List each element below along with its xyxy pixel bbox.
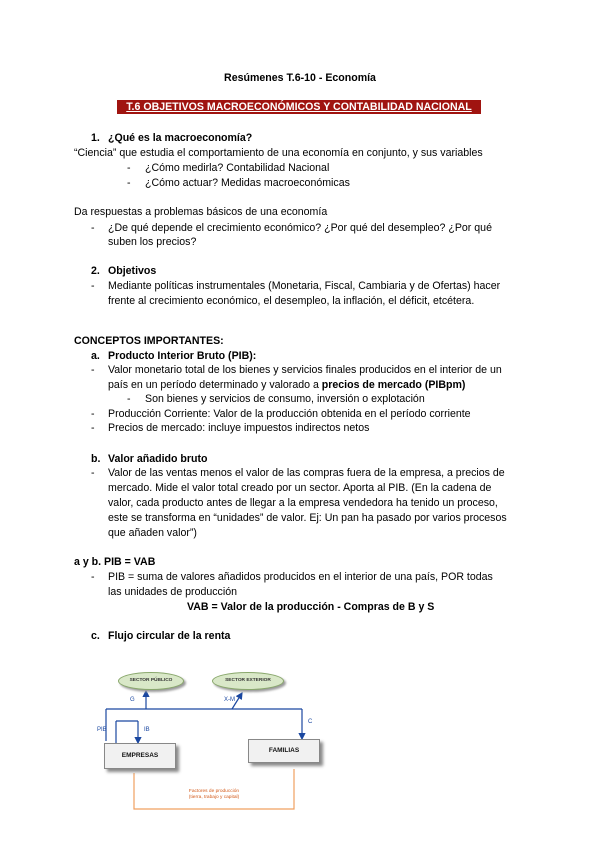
- bullet-dash: -: [91, 467, 95, 479]
- document-title: Resúmenes T.6-10 - Economía: [224, 72, 376, 84]
- bullet-dash: -: [127, 162, 131, 174]
- q2-number: 2.: [91, 265, 100, 277]
- familias-node: FAMILIAS: [248, 739, 320, 763]
- concept-c-letter: c.: [91, 630, 100, 642]
- q1-definition: “Ciencia” que estudia el comportamiento de una economía en conjunto, y sus variables: [74, 147, 483, 159]
- circular-flow-diagram: [94, 663, 330, 817]
- concept-ab-line: PIB = suma de valores añadidos producidos en el interior de una país, POR todas: [108, 571, 493, 583]
- answers-line: suben los precios?: [108, 236, 197, 248]
- concept-a-item: Producción Corriente: Valor de la producción obtenida en el período corriente: [108, 408, 471, 420]
- concept-a-line: Valor monetario total de los bienes y servicios finales producidos en el interior de un: [108, 364, 502, 376]
- bullet-dash: -: [91, 408, 95, 420]
- bullet-dash: -: [91, 222, 95, 234]
- concept-a-line2-text: país en un período determinado y valorado: [108, 379, 313, 391]
- bullet-dash: -: [127, 393, 131, 405]
- q1-label: ¿Qué es la macroeconomía?: [108, 132, 253, 144]
- concept-c-label: Flujo circular de la renta: [108, 630, 231, 642]
- answers-intro: Da respuestas a problemas básicos de una economía: [74, 206, 328, 218]
- concept-b-line: que añaden valor”): [108, 527, 197, 539]
- concept-b-letter: b.: [91, 453, 101, 465]
- concept-ab-label: a y b. PIB = VAB: [74, 556, 156, 568]
- q1-item: ¿Cómo actuar? Medidas macroeconómicas: [145, 177, 350, 189]
- section-heading: T.6 OBJETIVOS MACROECONÓMICOS Y CONTABILIDAD NACIONAL: [117, 100, 481, 114]
- answers-line: ¿De qué depende el crecimiento económico? ¿Por qué del desempleo? ¿Por qué: [108, 222, 492, 234]
- q2-label: Objetivos: [108, 265, 157, 277]
- concepts-heading: CONCEPTOS IMPORTANTES:: [74, 335, 224, 347]
- concept-b-line: este se transforma en “unidades” de valor. Ej: Un pan ha pasado por varios procesos: [108, 512, 507, 524]
- concept-a-line2-a: a: [312, 379, 322, 391]
- concept-a-item: Precios de mercado: incluye impuestos indirectos netos: [108, 422, 370, 434]
- bullet-dash: -: [91, 571, 95, 583]
- concept-a-label: Producto Interior Bruto (PIB):: [108, 350, 257, 362]
- factores-label: Factores de producción: [188, 789, 240, 794]
- q1-item: ¿Cómo medirla? Contabilidad Nacional: [145, 162, 330, 174]
- bullet-dash: -: [91, 422, 95, 434]
- concept-a-sub: Son bienes y servicios de consumo, inversión o explotación: [145, 393, 425, 405]
- q1-number: 1.: [91, 132, 100, 144]
- concept-b-label: Valor añadido bruto: [108, 453, 208, 465]
- concept-b-line: mercado. Mide el valor total creado por un sector. Aporta al PIB. (En la cadena de: [108, 482, 492, 494]
- label-pib: PIB: [97, 727, 107, 733]
- q2-line: frente al crecimiento económico, el desempleo, la inflación, el déficit, etcétera.: [108, 295, 475, 307]
- bullet-dash: -: [91, 364, 95, 376]
- factores-detail: (tierra, trabajo y capital): [188, 795, 240, 800]
- label-c: C: [308, 719, 313, 725]
- concept-b-line: Valor de las ventas menos el valor de las compras fuera de la empresa, a precios de: [108, 467, 505, 479]
- label-ib: IB: [144, 727, 150, 733]
- q2-line: Mediante políticas instrumentales (Monetaria, Fiscal, Cambiaria y de Ofertas) hacer: [108, 280, 501, 292]
- concept-ab-line: las unidades de producción: [108, 586, 237, 598]
- bullet-dash: -: [91, 280, 95, 292]
- concept-a-line2: [108, 379, 465, 392]
- empresas-node: EMPRESAS: [104, 743, 176, 769]
- concept-a-letter: a.: [91, 350, 100, 362]
- label-xm: X-M: [224, 697, 235, 703]
- precios-mercado-bold: precios de mercado (PIBpm): [321, 379, 466, 391]
- bullet-dash: -: [127, 177, 131, 189]
- concept-b-line: valor, cada producto antes de llegar a la empresa vendedora ha tenido un proceso,: [108, 497, 498, 509]
- label-g: G: [130, 697, 135, 703]
- sector-publico-node: SECTOR PÚBLICO: [118, 672, 184, 690]
- vab-formula: VAB = Valor de la producción - Compras de B y S: [187, 601, 435, 613]
- sector-exterior-node: SECTOR EXTERIOR: [212, 672, 284, 690]
